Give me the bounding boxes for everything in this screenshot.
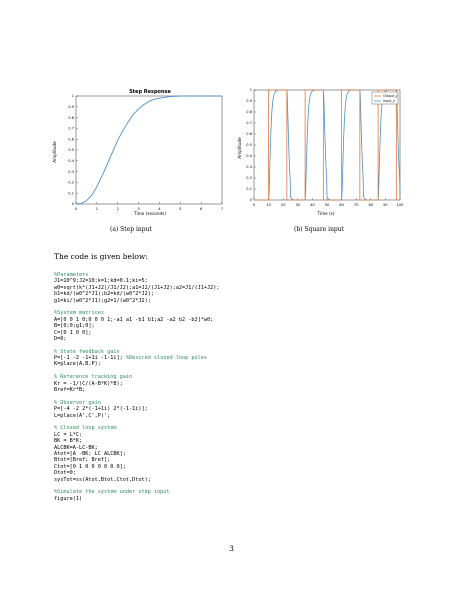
square-x-tick-label: 70 — [353, 203, 359, 207]
square-y-tick-label: 0.9 — [246, 99, 252, 104]
step-y-tick-label: 0.8 — [68, 115, 74, 120]
square-y-axis-label: Amplitude — [237, 137, 242, 159]
page-number: 3 — [229, 544, 234, 553]
step-x-tick-label: 2 — [116, 207, 119, 211]
step-y-tick-label: 0.1 — [68, 191, 74, 196]
code-line: J1=10^9;J2=10;k=1;kd=0.1;ki=5; — [54, 278, 148, 285]
code-line: BK = B*K; — [54, 438, 83, 445]
code-line: sysTot=ss(Atot,Btot,Ctot,Dtot); — [54, 476, 151, 483]
square-y-tick-label: 0.7 — [246, 121, 252, 126]
code-line: Dtot=0; — [54, 470, 76, 477]
step-y-tick-label: 0.7 — [68, 126, 74, 131]
code-line: g1=ki/(w0^2*J1);g2=1/(w0^2*J2); — [54, 297, 151, 304]
square-response-figure — [236, 82, 408, 222]
step-y-tick-label: 0.5 — [68, 148, 74, 153]
square-x-tick-label: 90 — [383, 203, 388, 207]
square-x-axis-label: Time (s) — [317, 211, 335, 216]
square-x-tick-label: 0 — [252, 203, 256, 207]
square-y-tick-label: 0.4 — [246, 154, 252, 159]
code-line: Bref=Kr*B; — [54, 387, 86, 394]
step-plot-area — [76, 96, 222, 204]
square-x-tick-label: 40 — [310, 203, 315, 207]
square-x-tick-label: 10 — [266, 203, 271, 207]
code-line: % Closed loop system — [54, 425, 117, 432]
code-line: Btot=[Bref; Bref]; — [54, 457, 111, 464]
square-y-tick-label: 0.5 — [246, 143, 252, 148]
square-x-tick-label: 30 — [295, 203, 301, 207]
step-response-figure — [50, 82, 232, 222]
square-y-tick-label: 0.3 — [246, 165, 252, 170]
square-y-tick-label: 1 — [249, 88, 252, 93]
code-line: K=place(A,B,P); — [54, 361, 101, 368]
step-y-tick-label: 0.2 — [68, 180, 74, 185]
code-line: B=[0;0;g1;0]; — [54, 323, 95, 330]
code-line: Ctot=[0 1 0 0 0 0 0 0]; — [54, 463, 126, 470]
step-x-tick-label: 5 — [179, 207, 182, 211]
step-x-tick-label: 3 — [137, 207, 140, 211]
square-y-tick-label: 0.2 — [246, 176, 252, 181]
square-y-tick-label: 0.1 — [246, 187, 252, 192]
code-line: C=[0 1 0 0]; — [54, 329, 92, 336]
square-x-tick-label: 100 — [396, 203, 404, 207]
code-line: Kr = -1/(C/(A-B*K)*B); — [54, 380, 123, 387]
code-line: % Observer gain — [54, 399, 101, 406]
step-y-tick-label: 0 — [71, 202, 74, 207]
code-line: Atot=[A -BK; LC ALCBK]; — [54, 450, 126, 457]
code-line: figure(1) — [54, 495, 83, 502]
step-y-tick-label: 1 — [71, 94, 74, 99]
square-figure-caption: (b) Square input — [294, 226, 345, 233]
step-y-tick-label: 0.9 — [68, 105, 74, 109]
square-x-tick-label: 80 — [368, 203, 374, 207]
code-line: % Reference tracking gain — [54, 374, 133, 381]
matlab-code-block — [54, 272, 220, 502]
code-line: LC = L*C; — [54, 431, 83, 438]
step-x-tick-label: 4 — [158, 207, 161, 211]
code-line: % State feedback gain — [54, 348, 120, 355]
code-line: ALCBK=A-LC-BK; — [54, 444, 98, 451]
code-intro-text: The code is given below: — [54, 252, 148, 261]
code-line: %System matrices — [54, 310, 104, 317]
code-line: D=0; — [54, 335, 67, 342]
step-x-tick-label: 7 — [220, 207, 224, 211]
step-x-axis-label: Time (seconds) — [134, 211, 166, 216]
code-line: P=[-4 -2 2*(-1+1i) 2*(-1-1i)]; — [54, 406, 148, 413]
legend-label: Output_y — [383, 94, 398, 98]
square-legend — [372, 92, 398, 104]
square-x-tick-label: 50 — [324, 203, 330, 207]
code-line: w0=sqrt(k*(J1+J2)/J1/J2);a1=J2/(J1+J2);a2=J1/(J1+J2); — [54, 284, 220, 291]
code-line: L=place(A',C',P)'; — [54, 412, 111, 419]
code-line: %Simulate the system under step input — [54, 489, 170, 496]
step-y-tick-label: 0.3 — [68, 169, 74, 174]
square-y-tick-label: 0.8 — [246, 110, 252, 115]
step-y-tick-label: 0.6 — [68, 137, 74, 142]
step-x-tick-label: 1 — [95, 207, 99, 211]
square-x-tick-label: 20 — [280, 203, 286, 207]
step-figure-caption: (a) Step input — [110, 226, 152, 233]
step-y-axis-label: Amplitude — [52, 141, 57, 163]
step-x-tick-label: 6 — [199, 207, 203, 211]
code-line: P=[-1 -2 -1+1i -1-1i]; %Desired closed loop poles — [54, 355, 208, 362]
code-line: A=[0 0 1 0;0 0 0 1;-a1 a1 -b1 b1;a2 -a2 b2 -b2]*w0; — [54, 316, 214, 323]
code-line: %Parameters — [54, 272, 89, 278]
code-line: b1=kd/(w0^2*J1);b2=kd/(w0^2*J2); — [54, 291, 154, 298]
square-x-tick-label: 60 — [339, 203, 344, 207]
square-y-tick-label: 0.6 — [246, 132, 252, 137]
step-x-tick-label: 0 — [74, 207, 78, 211]
legend-label: Input_u — [383, 99, 395, 103]
step-y-tick-label: 0.4 — [68, 159, 74, 163]
step-chart-title: Step Response — [129, 89, 171, 95]
square-y-tick-label: 0 — [249, 198, 252, 203]
